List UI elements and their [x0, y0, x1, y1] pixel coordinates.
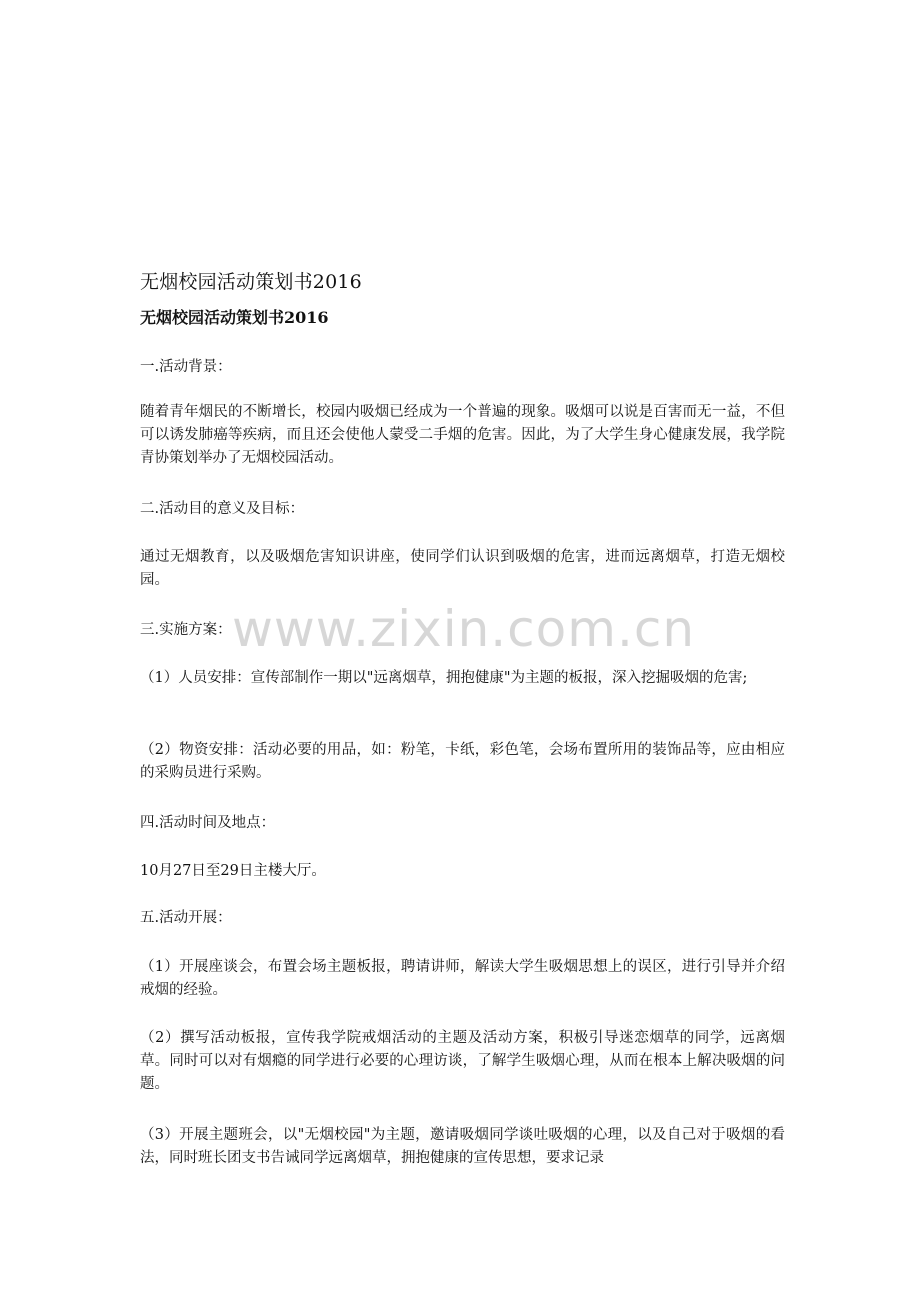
paragraph-plan-staff: （1）人员安排：宣传部制作一期以"远离烟草，拥抱健康"为主题的板报，深入挖掘吸烟的危害; [140, 670, 748, 686]
paragraph-activity-2: （2）撰写活动板报，宣传我学院戒烟活动的主题及活动方案，积极引导迷恋烟草的同学，远离烟草。同时可以对有烟瘾的同学进行必要的心理访谈，了解学生吸烟心理，从而在根本上解决吸烟的问题。 [140, 1030, 785, 1092]
paragraph-time-place: 10月27日至29日主楼大厅。 [140, 863, 326, 879]
section-heading-time-place: 四.活动时间及地点： [140, 815, 276, 831]
document-subtitle: 无烟校园活动策划书2016 [140, 308, 329, 327]
section-heading-purpose: 二.活动目的意义及目标： [140, 501, 305, 517]
document-title: 无烟校园活动策划书2016 [140, 271, 362, 293]
paragraph-activity-1: （1）开展座谈会，布置会场主题板报，聘请讲师，解读大学生吸烟思想上的误区，进行引导并介绍戒烟的经验。 [140, 959, 785, 998]
paragraph-purpose: 通过无烟教育，以及吸烟危害知识讲座，使同学们认识到吸烟的危害，进而远离烟草，打造无烟校园。 [140, 549, 785, 588]
section-heading-plan: 三.实施方案： [140, 622, 232, 638]
section-heading-background: 一.活动背景： [140, 359, 232, 375]
paragraph-activity-3: （3）开展主题班会，以"无烟校园"为主题，邀请吸烟同学谈吐吸烟的心理，以及自己对于吸烟的看法，同时班长团支书告诫同学远离烟草，拥抱健康的宣传思想，要求记录 [140, 1127, 785, 1166]
paragraph-background: 随着青年烟民的不断增长，校园内吸烟已经成为一个普遍的现象。吸烟可以说是百害而无一益，不但可以诱发肺癌等疾病，而且还会使他人蒙受二手烟的危害。因此，为了大学生身心健康发展，我学院青协策划举办了无烟校园活动。 [140, 404, 785, 466]
watermark: www.zixin.com.cn [232, 600, 696, 658]
paragraph-plan-supplies: （2）物资安排：活动必要的用品，如：粉笔，卡纸，彩色笔，会场布置所用的装饰品等，应由相应的采购员进行采购。 [140, 742, 785, 781]
section-heading-activities: 五.活动开展： [140, 910, 232, 926]
